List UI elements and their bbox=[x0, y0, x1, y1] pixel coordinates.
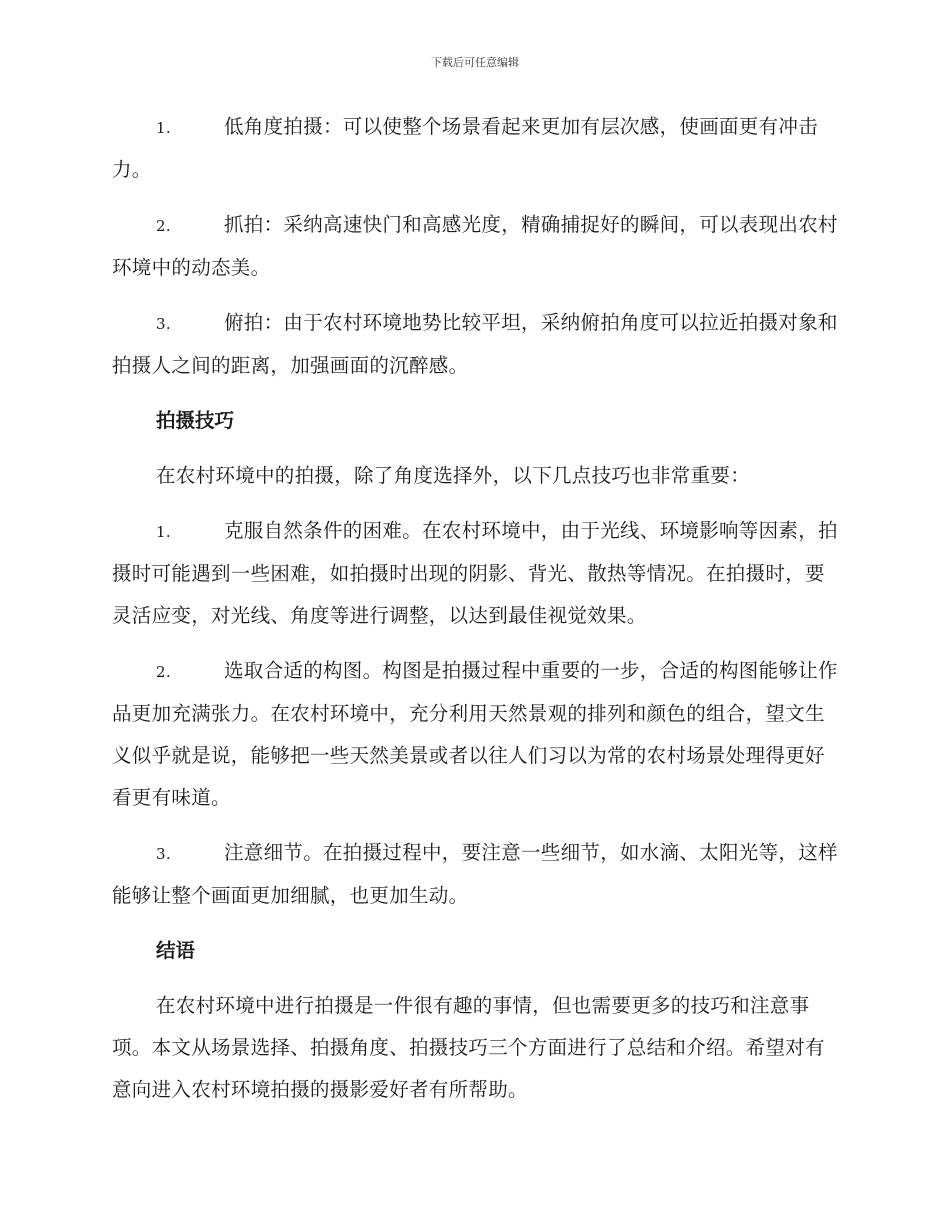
section-intro: 在农村环境中的拍摄，除了角度选择外，以下几点技巧也非常重要： bbox=[156, 464, 751, 487]
list-number: 2. bbox=[156, 217, 171, 235]
list-text: 选取合适的构图。构图是拍摄过程中重要的一步，合适的构图能够让作品更加充满张力。在农村环境中，充分利用天然景观的排列和颜色的组合，望文生义似乎就是说，能够把一些天然美景或者以往人们习以为常的农村场景处理得更好看更有味道。 bbox=[112, 659, 838, 809]
list-item bbox=[112, 650, 838, 819]
list-number: 3. bbox=[156, 845, 171, 863]
list-item bbox=[112, 302, 838, 387]
list-text: 克服自然条件的困难。在农村环境中，由于光线、环境影响等因素，拍摄时可能遇到一些困难，如拍摄时出现的阴影、背光、散热等情况。在拍摄时，要灵活应变，对光线、角度等进行调整，以达到最佳视觉效果。 bbox=[112, 519, 838, 627]
conclusion-paragraph: 在农村环境中进行拍摄是一件很有趣的事情，但也需要更多的技巧和注意事项。本文从场景选择、拍摄角度、拍摄技巧三个方面进行了总结和介绍。希望对有意向进入农村环境拍摄的摄影爱好者有所帮助。 bbox=[112, 994, 825, 1101]
list-number: 2. bbox=[156, 663, 171, 681]
list-text: 俯拍：由于农村环境地势比较平坦，采纳俯拍角度可以拉近拍摄对象和拍摄人之间的距离，加强画面的沉醉感。 bbox=[112, 311, 838, 377]
list-item bbox=[112, 510, 838, 637]
page-header: 下载后可任意编辑 bbox=[431, 56, 519, 69]
list-item bbox=[112, 106, 838, 191]
list-number: 3. bbox=[156, 315, 171, 333]
section-heading-tips: 拍摄技巧 bbox=[156, 409, 235, 432]
list-text: 抓拍：采纳高速快门和高感光度，精确捕捉好的瞬间，可以表现出农村环境中的动态美。 bbox=[112, 213, 838, 279]
list-text: 注意细节。在拍摄过程中，要注意一些细节，如水滴、太阳光等，这样能够让整个画面更加细腻，也更加生动。 bbox=[112, 841, 838, 907]
list-number: 1. bbox=[156, 119, 171, 137]
list-text: 低角度拍摄：可以使整个场景看起来更加有层次感，使画面更有冲击力。 bbox=[112, 115, 819, 181]
document-body bbox=[112, 106, 838, 1124]
list-item bbox=[112, 204, 838, 289]
section-heading-conclusion: 结语 bbox=[156, 939, 196, 962]
list-number: 1. bbox=[156, 523, 171, 541]
list-item bbox=[112, 832, 838, 917]
